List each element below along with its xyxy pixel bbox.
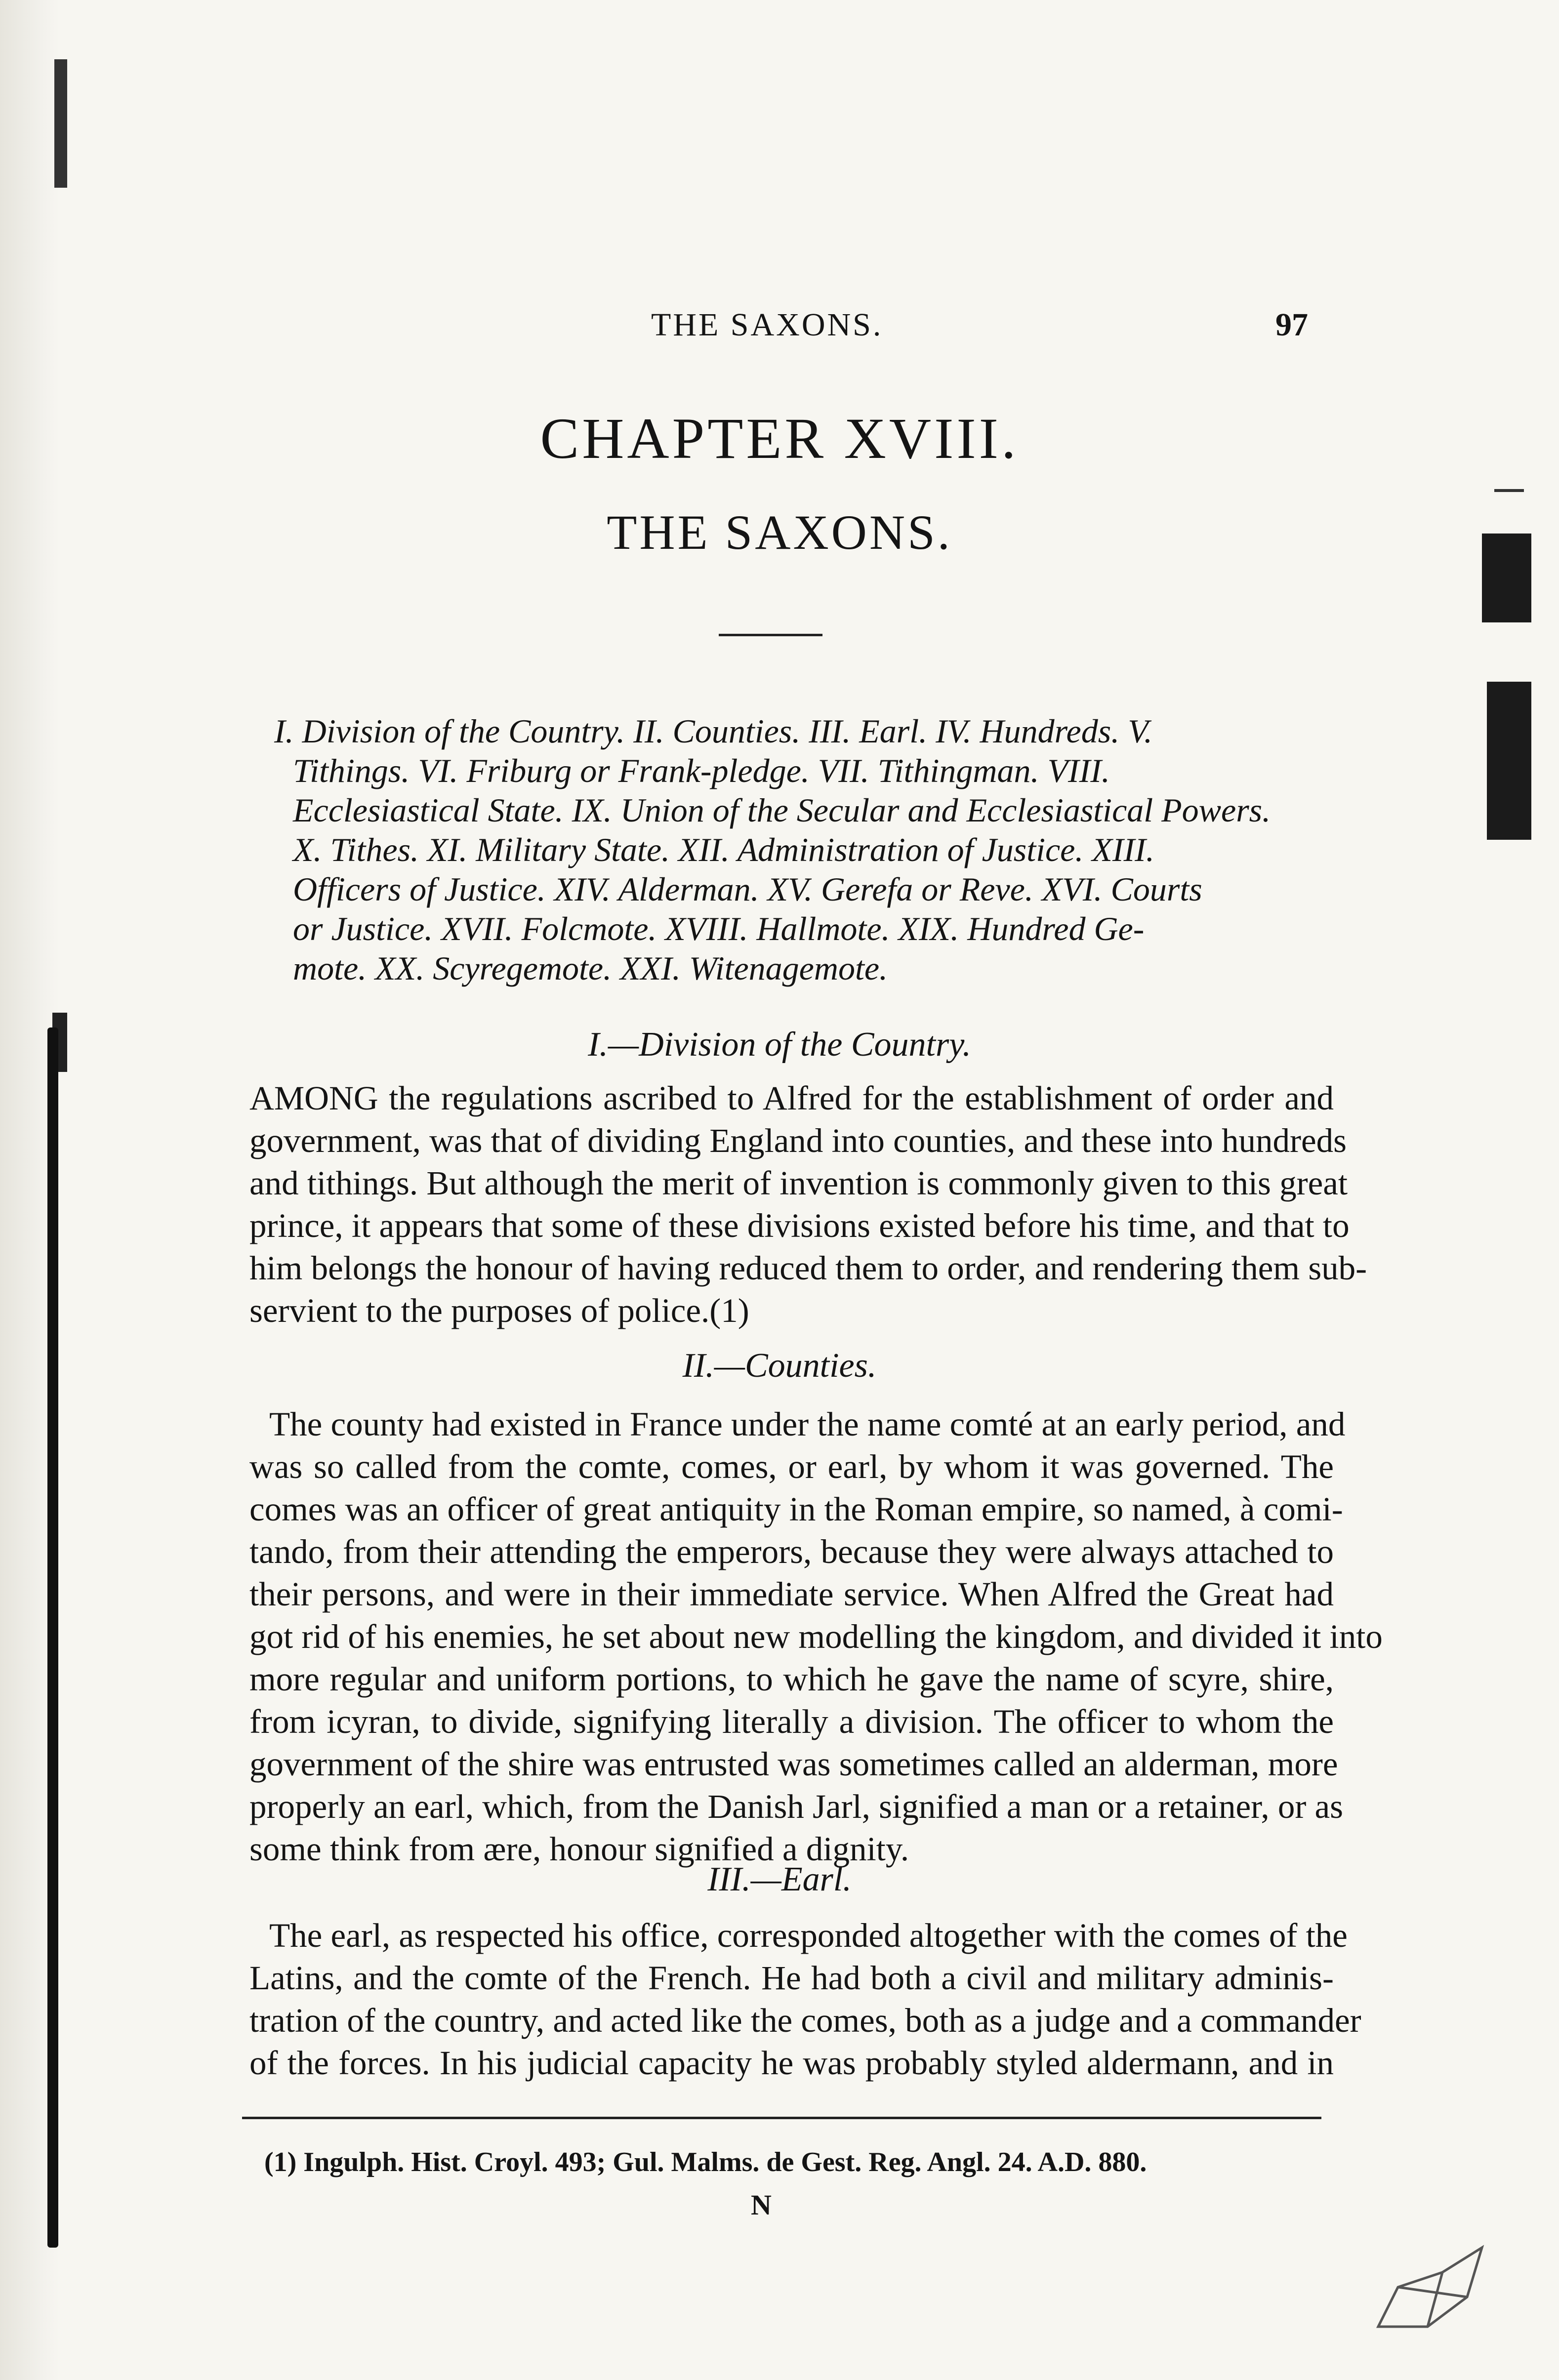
text-line: comes was an officer of great antiquity in the Roman empire, so named, à comi-	[249, 1490, 1343, 1528]
text-line: Latins, and the comte of the French. He had both a civil and military adminis-	[249, 1959, 1334, 1997]
text-line: tration of the country, and acted like the comes, both as a judge and a commander	[249, 2002, 1361, 2039]
text-line: from icyran, to divide, signifying literally a division. The officer to whom the	[249, 1703, 1334, 1740]
signature-mark: N	[751, 2189, 772, 2221]
section-heading: II.—Counties.	[682, 1347, 877, 1385]
text-line: The earl, as respected his office, corresponded altogether with the comes of the	[269, 1917, 1348, 1954]
text-line: some think from ære, honour signified a dignity.	[249, 1830, 909, 1868]
section-heading: I.—Division of the Country.	[588, 1026, 971, 1064]
text-line: got rid of his enemies, he set about new modelling the kingdom, and divided it into	[249, 1618, 1383, 1655]
running-head	[0, 306, 1559, 346]
text-line: servient to the purposes of police.(1)	[249, 1292, 749, 1329]
text-line: him belongs the honour of having reduced them to order, and rendering them sub-	[249, 1249, 1367, 1287]
text-line: The county had existed in France under the name comté at an early period, and	[269, 1405, 1346, 1443]
contents-line: X. Tithes. XI. Military State. XII. Administration of Justice. XIII.	[293, 831, 1154, 868]
text-line: and tithings. But although the merit of invention is commonly given to this great	[249, 1164, 1348, 1202]
footnote-rule	[242, 2117, 1321, 2119]
text-line: prince, it appears that some of these divisions existed before his time, and that to	[249, 1207, 1350, 1244]
chapter-contents	[274, 711, 1312, 988]
chapter-number: CHAPTER XVIII.	[540, 406, 1019, 471]
section-heading: III.—Earl.	[707, 1860, 852, 1898]
text-line: their persons, and were in their immediate service. When Alfred the Great had	[249, 1575, 1334, 1613]
contents-line: Officers of Justice. XIV. Alderman. XV. Gerefa or Reve. XVI. Courts	[293, 870, 1202, 908]
contents-line: I. Division of the Country. II. Counties. III. Earl. IV. Hundreds. V.	[274, 712, 1152, 750]
text-line: tando, from their attending the emperors, because they were always attached to	[249, 1533, 1334, 1570]
text-line: was so called from the comte, comes, or earl, by whom it was governed. The	[249, 1448, 1334, 1485]
contents-line: Tithings. VI. Friburg or Frank-pledge. VII. Tithingman. VIII.	[293, 752, 1110, 789]
section-body	[249, 1077, 1367, 1332]
text-line: of the forces. In his judicial capacity he was probably styled aldermann, and in	[249, 2044, 1334, 2082]
text-line: properly an earl, which, from the Danish Jarl, signified a man or a retainer, or as	[249, 1788, 1344, 1825]
binding-edge	[47, 1027, 58, 2248]
page-number: 97	[1275, 307, 1308, 343]
title-divider	[719, 634, 822, 636]
text-line: government of the shire was entrusted was sometimes called an alderman, more	[249, 1745, 1338, 1783]
contents-line: or Justice. XVII. Folcmote. XVIII. Hallmote. XIX. Hundred Ge-	[293, 910, 1145, 947]
text-line: AMONG the regulations ascribed to Alfred for the establishment of order and	[249, 1079, 1334, 1117]
text-line: government, was that of dividing England into counties, and these into hundreds	[249, 1122, 1347, 1159]
running-title: THE SAXONS.	[651, 307, 883, 343]
section-body	[249, 1403, 1383, 1870]
contents-line: Ecclesiastical State. IX. Union of the Secular and Ecclesiastical Powers.	[293, 791, 1271, 829]
contents-line: mote. XX. Scyregemote. XXI. Witenagemote.	[293, 949, 888, 987]
binding-mark	[54, 59, 67, 188]
edge-mark	[1487, 682, 1531, 840]
section-body	[249, 1914, 1361, 2084]
footnote: (1) Ingulph. Hist. Croyl. 493; Gul. Malms. de Gest. Reg. Angl. 24. A.D. 880.	[264, 2147, 1147, 2177]
text-line: more regular and uniform portions, to which he gave the name of scyre, shire,	[249, 1660, 1334, 1698]
chapter-title: THE SAXONS.	[607, 505, 952, 560]
pencil-doodle	[1368, 2228, 1497, 2346]
edge-mark	[1494, 489, 1524, 492]
